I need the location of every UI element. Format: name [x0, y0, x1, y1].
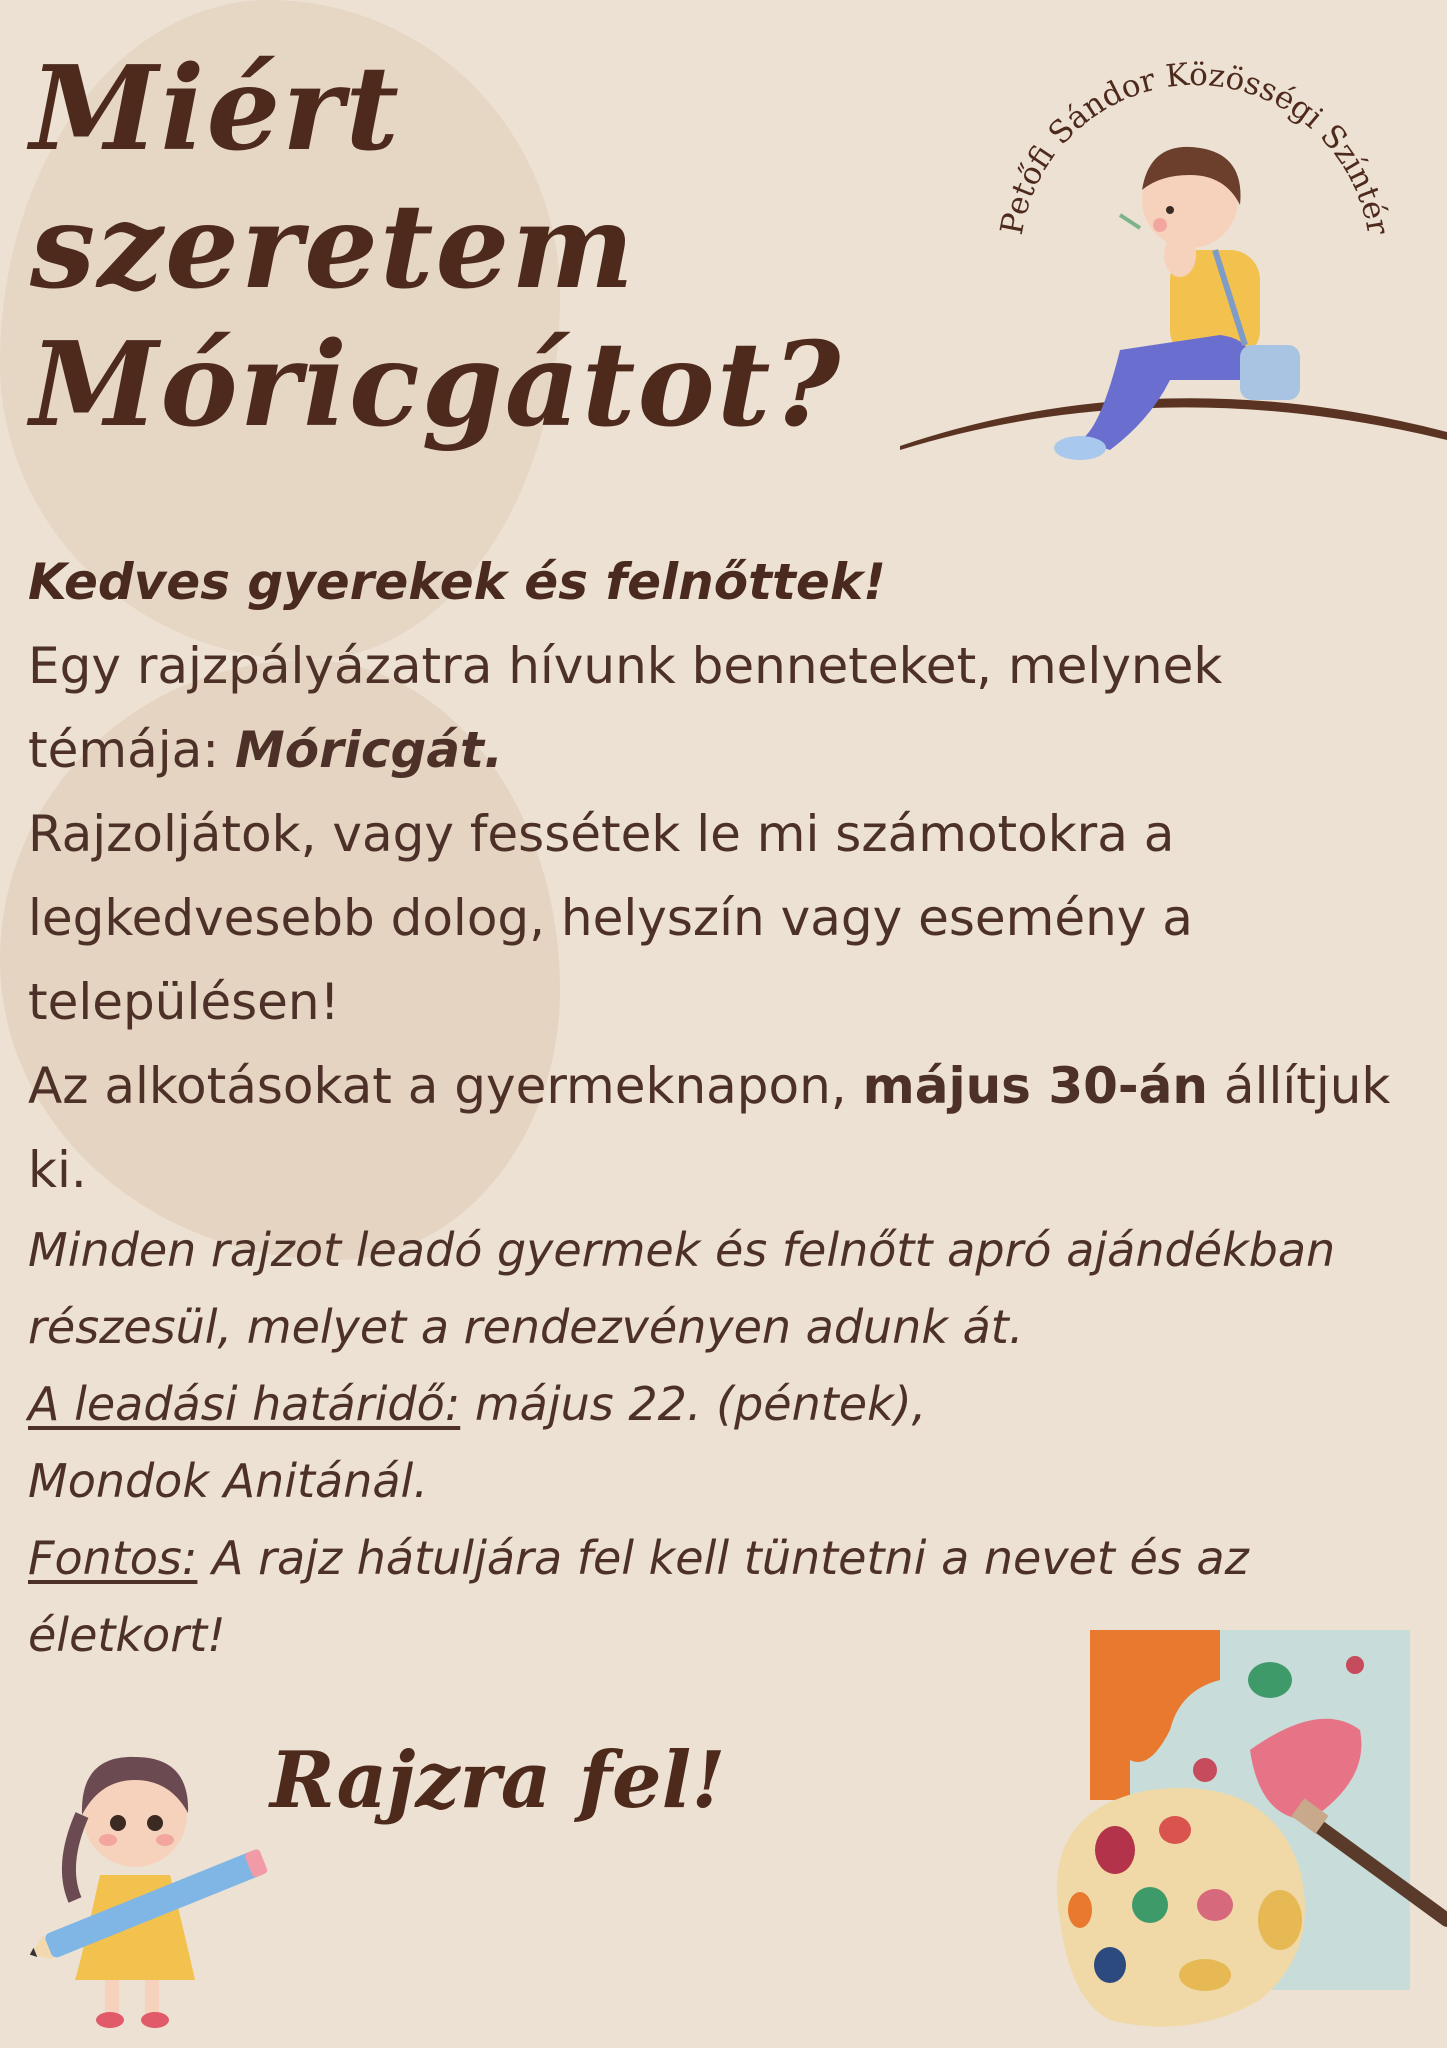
- exhibition-after: állítjuk ki.: [28, 1057, 1391, 1199]
- gift-text: Minden rajzot leadó gyermek és felnőtt apró ajándékban részesül, melyet a rendezvényen adunk át.: [28, 1223, 1336, 1354]
- task-paragraph: [28, 792, 1428, 1044]
- deadline-paragraph: [28, 1366, 1428, 1520]
- exhibition-date: május 30-án: [862, 1057, 1209, 1115]
- important-text: A rajz hátuljára fel kell tüntetni a nevet és az életkort!: [28, 1531, 1249, 1662]
- exhibition-before: Az alkotásokat a gyermeknapon,: [28, 1057, 863, 1115]
- boy-on-hill-illustration: [1040, 130, 1320, 470]
- intro-text: Egy rajzpályázatra hívunk benneteket, melynek témája:: [28, 637, 1223, 779]
- title-line-3: Móricgátot?: [30, 317, 843, 453]
- slogan: Rajzra fel!: [270, 1735, 726, 1826]
- paint-palette-illustration: [1040, 1620, 1447, 2040]
- girl-with-pencil-illustration: [20, 1735, 280, 2035]
- theme: Móricgát.: [234, 721, 503, 779]
- title-line-1: Miért: [30, 41, 401, 177]
- greeting-paragraph: [28, 540, 1428, 624]
- deadline-value: május 22. (péntek),: [460, 1377, 927, 1431]
- page-title: [30, 40, 842, 454]
- deadline-label: A leadási határidő:: [28, 1377, 461, 1431]
- content: [28, 540, 1428, 1674]
- gift-paragraph: [28, 1212, 1428, 1366]
- task-text: Rajzoljátok, vagy fessétek le mi számotokra a legkedvesebb dolog, helyszín vagy esemény a településen!: [28, 805, 1193, 1031]
- intro-paragraph: [28, 624, 1428, 792]
- title-line-2: szeretem: [30, 179, 637, 315]
- important-label: Fontos:: [28, 1531, 198, 1585]
- organizer-name: Petőfi Sándor Közösségi Színtér: [993, 56, 1397, 238]
- exhibition-paragraph: [28, 1044, 1428, 1212]
- greeting: Kedves gyerekek és felnőttek!: [28, 553, 886, 611]
- deadline-place: Mondok Anitánál.: [28, 1454, 428, 1508]
